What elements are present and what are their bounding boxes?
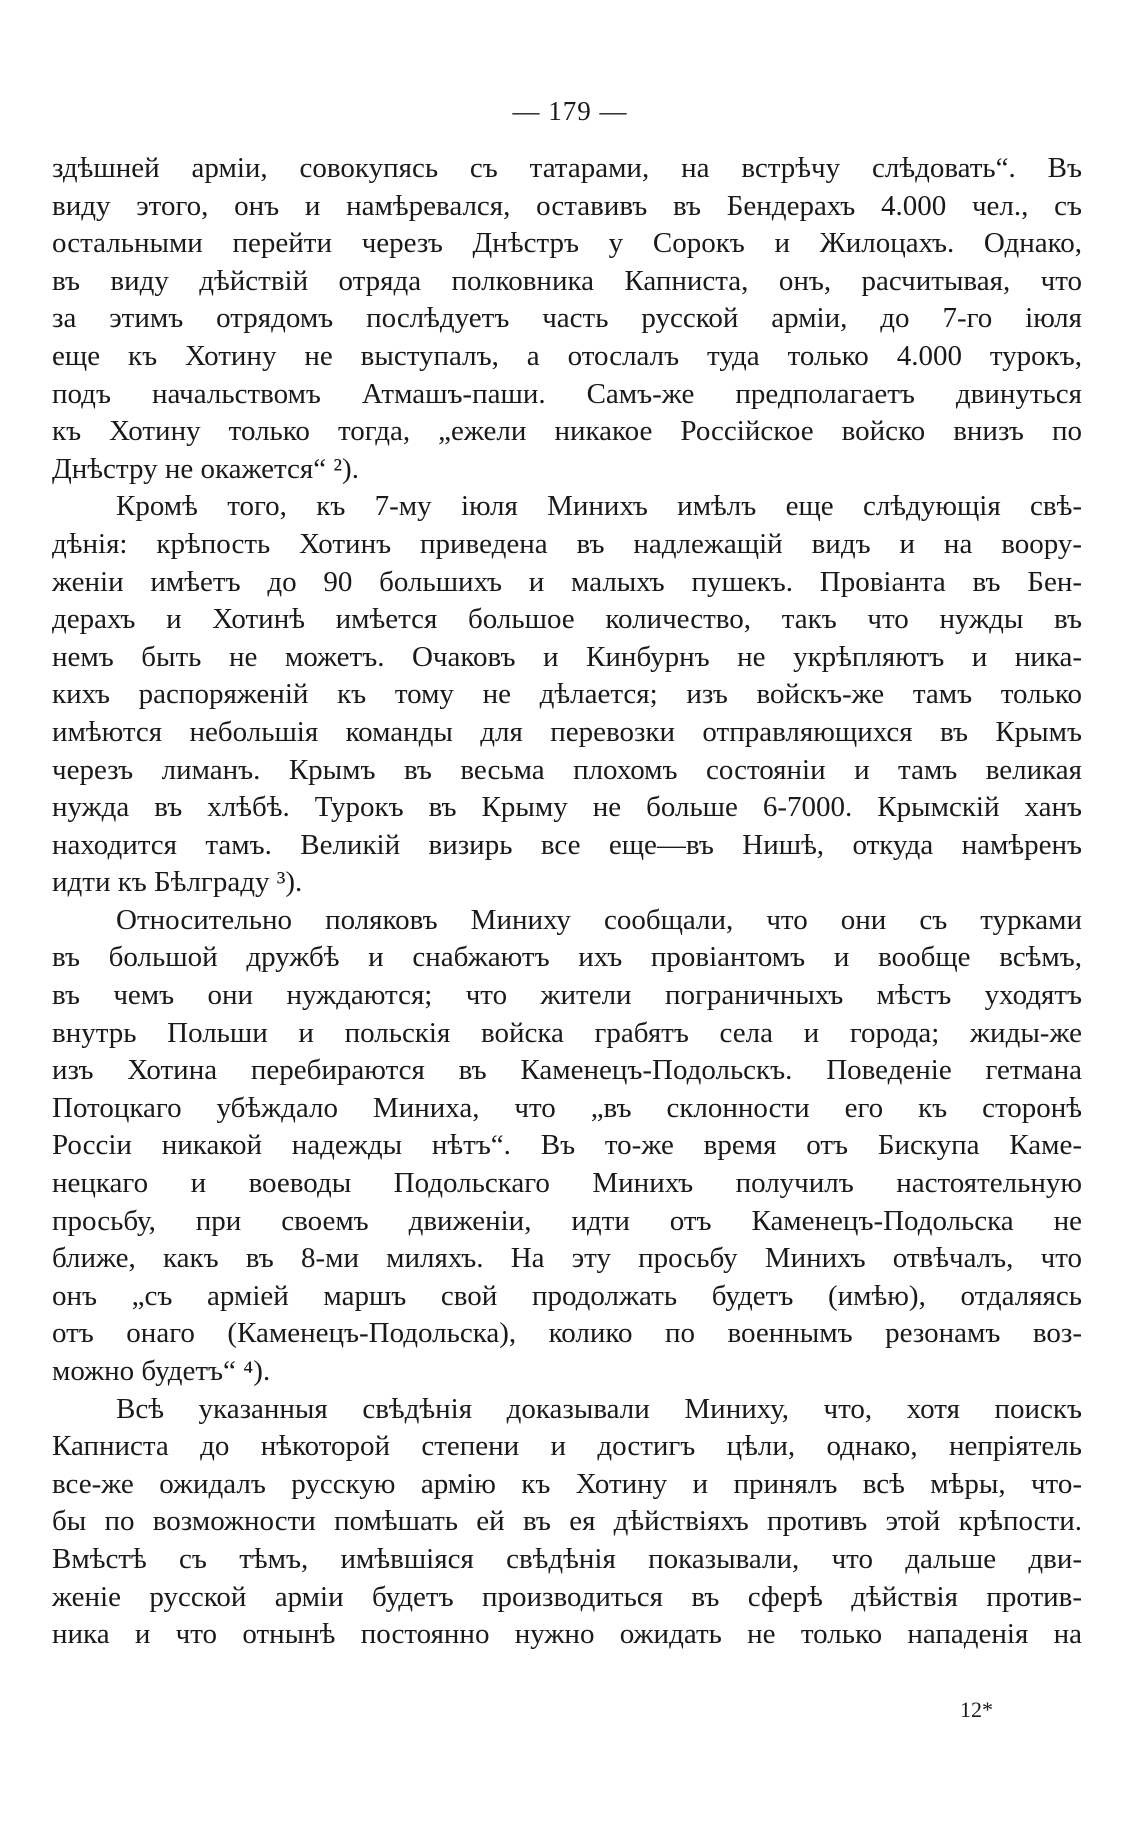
text-line: находится тамъ. Великій визирь все еще—въ Нишѣ, откуда намѣренъ	[52, 828, 1082, 861]
text-line: нецкаго и воеводы Подольскаго Минихъ получилъ настоятельную	[52, 1167, 1082, 1200]
text-line: женіе русской арміи будетъ производиться въ сферѣ дѣйствія против-	[52, 1580, 1082, 1613]
text-line: внутрь Польши и польскія войска грабятъ села и города; жиды-же	[52, 1016, 1082, 1049]
text-line: еще къ Хотину не выступалъ, а отослалъ туда только 4.000 турокъ,	[52, 339, 1082, 372]
text-line: дерахъ и Хотинѣ имѣется большое количество, такъ что нужды въ	[52, 603, 1082, 636]
text-line: Потоцкаго убѣждало Миниха, что „въ склонности его къ сторонѣ	[52, 1091, 1082, 1124]
text-line: дѣнія: крѣпость Хотинъ приведена въ надлежащій видъ и на воору-	[52, 527, 1082, 560]
text-line: можно будетъ“ ⁴).	[52, 1355, 271, 1387]
text-line: Всѣ указанныя свѣдѣнія доказывали Миниху, что, хотя поискъ	[116, 1392, 1082, 1425]
text-line: Вмѣстѣ съ тѣмъ, имѣвшіяся свѣдѣнія показывали, что дальше дви-	[52, 1542, 1082, 1575]
text-line: женіи имѣетъ до 90 большихъ и малыхъ пушекъ. Провіанта въ Бен-	[52, 565, 1082, 598]
text-line: кихъ распоряженій къ тому не дѣлается; изъ войскъ-же тамъ только	[52, 678, 1082, 711]
signature-mark: 12*	[960, 1697, 993, 1722]
text-line: бы по возможности помѣшать ей въ ея дѣйствіяхъ противъ этой крѣпости.	[52, 1505, 1082, 1538]
text-line: подъ начальствомъ Атмашъ-паши. Самъ-же предполагаетъ двинуться	[52, 377, 1082, 410]
text-line: нужда въ хлѣбѣ. Турокъ въ Крыму не больше 6-7000. Крымскій ханъ	[52, 791, 1082, 824]
text-line: имѣются небольшія команды для перевозки отправляющихся въ Крымъ	[52, 715, 1082, 748]
text-line: Днѣстру не окажется“ ²).	[52, 452, 359, 485]
text-line: къ Хотину только тогда, „ежели никакое Россійское войско внизъ по	[52, 415, 1082, 448]
text-line: здѣшней арміи, совокупясь съ татарами, на встрѣчу слѣдовать“. Въ	[52, 152, 1082, 184]
text-line: просьбу, при своемъ движеніи, идти отъ Каменецъ-Подольска не	[52, 1204, 1082, 1237]
text-line: черезъ лиманъ. Крымъ въ весьма плохомъ состояніи и тамъ великая	[52, 753, 1082, 786]
text-line: идти къ Бѣлграду ³).	[52, 866, 303, 899]
text-line: Кромѣ того, къ 7-му іюля Минихъ имѣлъ еще слѣдующія свѣ-	[116, 490, 1082, 523]
text-line: ника и что отнынѣ постоянно нужно ожидать не только нападенія на	[52, 1618, 1082, 1651]
text-line: Россіи никакой надежды нѣтъ“. Въ то-же время отъ Бискупа Каме-	[52, 1129, 1082, 1162]
text-line: отъ онаго (Каменецъ-Подольска), колико по военнымъ резонамъ воз-	[52, 1317, 1082, 1350]
text-line: остальными перейти черезъ Днѣстръ у Сорокъ и Жилоцахъ. Однако,	[52, 227, 1082, 260]
text-line: изъ Хотина перебираются въ Каменецъ-Подольскъ. Поведеніе гетмана	[52, 1054, 1082, 1087]
text-line: немъ быть не можетъ. Очаковъ и Кинбурнъ не укрѣпляютъ и ника-	[52, 640, 1082, 673]
text-line: Относительно поляковъ Миниху сообщали, что они съ турками	[116, 903, 1082, 936]
text-line: въ чемъ они нуждаются; что жители пограничныхъ мѣстъ уходятъ	[52, 979, 1082, 1012]
text-line: онъ „съ арміей маршъ свой продолжать будетъ (имѣю), отдаляясь	[52, 1279, 1082, 1312]
text-line: виду этого, онъ и намѣревался, оставивъ въ Бендерахъ 4.000 чел., съ	[52, 189, 1082, 222]
text-line: Капниста до нѣкоторой степени и достигъ цѣли, однако, непріятель	[52, 1430, 1082, 1463]
page-number: — 179 —	[512, 96, 628, 126]
text-line: въ большой дружбѣ и снабжаютъ ихъ провіантомъ и вообще всѣмъ,	[52, 941, 1082, 974]
text-line: за этимъ отрядомъ послѣдуетъ часть русской арміи, до 7-го іюля	[52, 302, 1082, 335]
text-line: все-же ожидалъ русскую армію къ Хотину и принялъ всѣ мѣры, что-	[52, 1467, 1082, 1500]
text-line: ближе, какъ въ 8-ми миляхъ. На эту просьбу Минихъ отвѣчалъ, что	[52, 1242, 1082, 1275]
text-line: въ виду дѣйствій отряда полковника Капниста, онъ, расчитывая, что	[52, 264, 1082, 297]
body-text	[52, 150, 1082, 1654]
